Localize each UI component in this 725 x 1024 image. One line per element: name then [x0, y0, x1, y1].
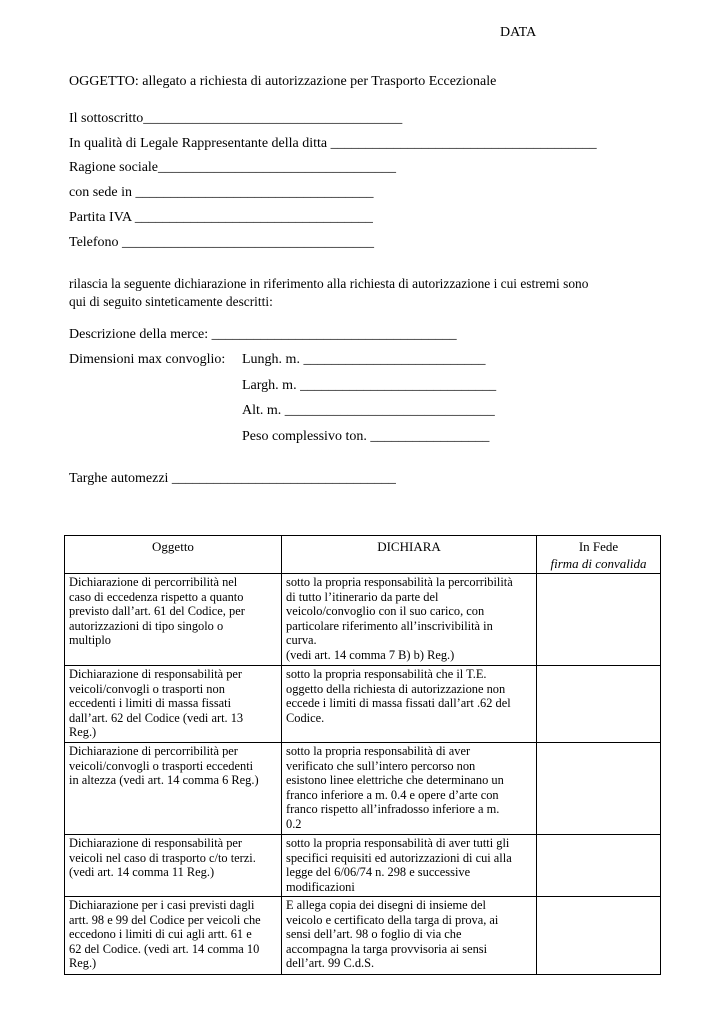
- header-firma-label: firma di convalida: [550, 556, 647, 571]
- row-oggetto: Dichiarazione di responsabilità per veicoli/convogli o trasporti non eccedenti i limiti di massa fissati dall’art. 62 del Codice (vedi art. 13 Reg.): [65, 666, 282, 743]
- row-oggetto: Dichiarazione per i casi previsti dagli artt. 98 e 99 del Codice per veicoli che eccedono i limiti di cui agli artt. 61 e 62 del Codice. (vedi art. 14 comma 10 Reg.): [65, 897, 282, 975]
- subject-line: OGGETTO: allegato a richiesta di autorizzazione per Trasporto Eccezionale: [69, 74, 497, 89]
- table-header-row: [65, 536, 661, 574]
- table-row: [65, 897, 661, 975]
- field-targhe: Targhe automezzi ________________________________: [69, 471, 396, 486]
- row-firma-cell[interactable]: [537, 897, 661, 975]
- declaration-table: [64, 535, 661, 975]
- row-firma-cell[interactable]: [537, 666, 661, 743]
- header-dichiara: DICHIARA: [282, 536, 537, 574]
- row-dichiara: sotto la propria responsabilità la percorribilità di tutto l’itinerario da parte del veicolo/convoglio con il suo carico, con particolare riferimento all’inscrivibilità in curva. (vedi art. 14 comma 7 B) b) Reg.): [282, 574, 537, 666]
- field-sede: con sede in __________________________________: [69, 185, 374, 200]
- intro-line-2: qui di seguito sinteticamente descritti:: [69, 294, 273, 309]
- row-dichiara: sotto la propria responsabilità di aver verificato che sull’intero percorso non esistono linee elettriche che determinano un franco inferiore a m. 0.4 e opere d’arte con franco rispetto all’infradosso inferiore a m. 0.2: [282, 743, 537, 835]
- field-larghezza: Largh. m. ____________________________: [242, 378, 497, 393]
- field-descrizione-merce: Descrizione della merce: ___________________________________: [69, 327, 457, 342]
- field-ragione-sociale: Ragione sociale__________________________________: [69, 160, 397, 175]
- row-firma-cell[interactable]: [537, 743, 661, 835]
- field-telefono: Telefono ____________________________________: [69, 235, 375, 250]
- table-row: [65, 743, 661, 835]
- table-row: [65, 666, 661, 743]
- row-firma-cell[interactable]: [537, 835, 661, 897]
- row-firma-cell[interactable]: [537, 574, 661, 666]
- header-in-fede: [537, 536, 661, 574]
- row-dichiara: sotto la propria responsabilità che il T.E. oggetto della richiesta di autorizzazione non eccede i limiti di massa fissati dall’art .62 del Codice.: [282, 666, 537, 743]
- table-row: [65, 835, 661, 897]
- row-oggetto: Dichiarazione di percorribilità per veicoli/convogli o trasporti eccedenti in altezza (vedi art. 14 comma 6 Reg.): [65, 743, 282, 835]
- table-row: [65, 574, 661, 666]
- row-oggetto: Dichiarazione di responsabilità per veicoli nel caso di trasporto c/to terzi. (vedi art. 14 comma 11 Reg.): [65, 835, 282, 897]
- header-oggetto: Oggetto: [65, 536, 282, 574]
- field-peso: Peso complessivo ton. _________________: [242, 429, 490, 444]
- field-sottoscritto: Il sottoscritto_____________________________________: [69, 111, 403, 126]
- intro-line-1: rilascia la seguente dichiarazione in riferimento alla richiesta di autorizzazione i cui estremi sono: [69, 276, 589, 291]
- date-label: DATA: [500, 25, 537, 40]
- field-altezza: Alt. m. ______________________________: [242, 403, 495, 418]
- row-dichiara: E allega copia dei disegni di insieme del veicolo e certificato della targa di prova, ai sensi dell’art. 98 o foglio di via che accompagna la targa provvisoria ai sensi dell’art. 99 C.d.S.: [282, 897, 537, 975]
- header-in-fede-label: In Fede: [578, 539, 619, 554]
- row-oggetto: Dichiarazione di percorribilità nel caso di eccedenza rispetto a quanto previsto dall’art. 61 del Codice, per autorizzazioni di tipo singolo o multiplo: [65, 574, 282, 666]
- dimensioni-label: Dimensioni max convoglio:: [69, 352, 226, 367]
- field-lunghezza: Lungh. m. __________________________: [242, 352, 486, 367]
- row-dichiara: sotto la propria responsabilità di aver tutti gli specifici requisiti ed autorizzazioni di cui alla legge del 6/06/74 n. 298 e successive modificazioni: [282, 835, 537, 897]
- field-legale-rappresentante: In qualità di Legale Rappresentante della ditta ______________________________________: [69, 136, 597, 151]
- field-partita-iva: Partita IVA __________________________________: [69, 210, 373, 225]
